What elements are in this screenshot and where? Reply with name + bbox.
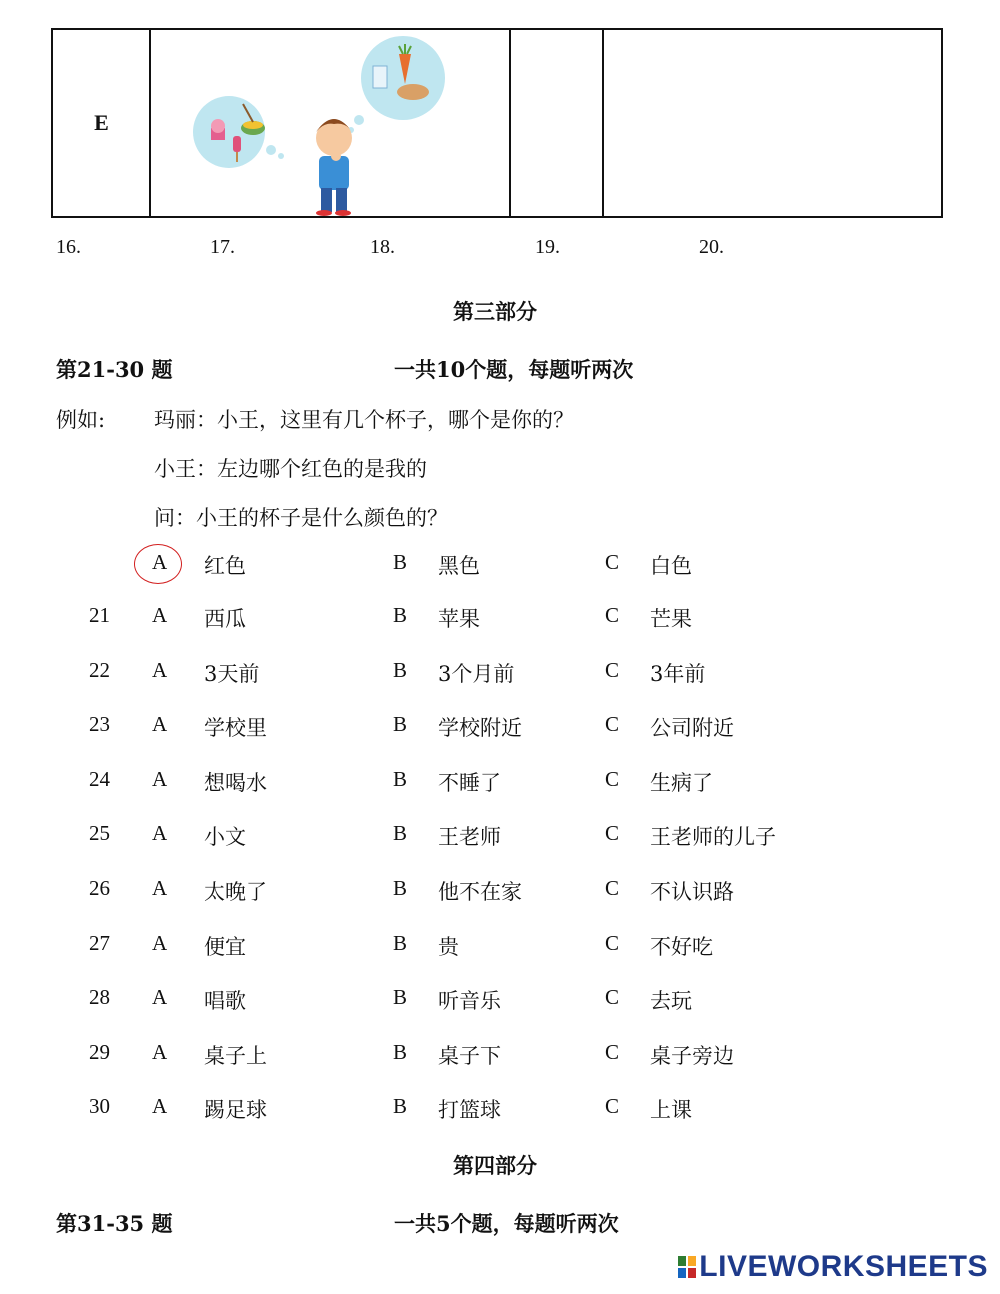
question-number: 28 [89,985,110,1009]
question-row [0,876,1000,916]
question-row [0,603,1000,643]
example-label: 例如: [56,408,106,432]
question-row [0,767,1000,807]
part3-range: 第21-30 题 [56,357,173,382]
option-letter-b[interactable]: B [393,931,408,955]
part4-instruction: 一共5个题，每题听两次 [394,1211,619,1236]
option-c-text: 不认识路 [650,880,734,904]
question-number: 27 [89,931,110,955]
table-divider [149,30,151,216]
option-letter-c[interactable]: C [605,658,620,682]
option-letter-c[interactable]: C [605,603,620,627]
option-a-text: 太晚了 [204,880,267,904]
option-a-text: 桌子上 [204,1044,267,1068]
answer-number: 19. [535,236,560,258]
option-a-text: 3天前 [204,662,260,686]
question-number: 25 [89,821,110,845]
option-letter-a[interactable]: A [152,985,168,1009]
option-letter-c[interactable]: C [605,985,620,1009]
table-divider [509,30,511,216]
option-letter[interactable]: A [152,550,168,574]
question-row [0,658,1000,698]
row-label: E [94,110,109,135]
option-c-text: 王老师的儿子 [650,825,776,849]
option-letter-c[interactable]: C [605,931,620,955]
option-letter-a[interactable]: A [152,931,168,955]
part3-instruction: 一共10个题，每题听两次 [394,357,634,382]
option-b-text: 王老师 [438,825,501,849]
logo-text: LIVEWORKSHEETS [699,1250,988,1283]
option-b-text: 学校附近 [438,716,522,740]
answer-number: 20. [699,236,724,258]
option-a-text: 小文 [204,825,246,849]
option-letter-b[interactable]: B [393,1040,408,1064]
question-number: 24 [89,767,110,791]
option-letter-b[interactable]: B [393,658,408,682]
option-letter-a[interactable]: A [152,821,168,845]
option-text: 黑色 [438,554,480,578]
option-letter-b[interactable]: B [393,985,408,1009]
question-number: 21 [89,603,110,627]
part4-range: 第31-35 题 [56,1211,173,1236]
option-letter-c[interactable]: C [605,821,620,845]
example-question: 问：小王的杯子是什么颜色的？ [154,506,448,530]
option-letter-c[interactable]: C [605,1094,620,1118]
part3-title: 第三部分 [453,299,537,324]
question-row [0,985,1000,1025]
option-letter-a[interactable]: A [152,712,168,736]
boy-thinking-about-food-illustration [173,32,453,216]
option-a-text: 便宜 [204,935,246,959]
option-letter-a[interactable]: A [152,658,168,682]
option-letter-b[interactable]: B [393,1094,408,1118]
option-letter-b[interactable]: B [393,821,408,845]
option-letter[interactable]: C [605,550,620,574]
picture-table [51,28,943,218]
option-letter-c[interactable]: C [605,767,620,791]
question-row [0,821,1000,861]
question-number: 23 [89,712,110,736]
question-number: 29 [89,1040,110,1064]
option-b-text: 贵 [438,935,459,959]
option-letter-b[interactable]: B [393,712,408,736]
option-c-text: 上课 [650,1098,692,1122]
option-a-text: 唱歌 [204,989,246,1013]
option-c-text: 芒果 [650,607,692,631]
option-letter-c[interactable]: C [605,1040,620,1064]
question-number: 30 [89,1094,110,1118]
option-a-text: 踢足球 [204,1098,267,1122]
option-c-text: 去玩 [650,989,692,1013]
liveworksheets-logo [678,1250,988,1284]
example-options-row [0,550,1000,590]
option-b-text: 不睡了 [438,771,501,795]
option-letter-c[interactable]: C [605,712,620,736]
question-row [0,1040,1000,1080]
option-text: 红色 [204,554,246,578]
option-c-text: 3年前 [650,662,706,686]
option-letter[interactable]: B [393,550,408,574]
option-letter-b[interactable]: B [393,767,408,791]
part4-title: 第四部分 [453,1153,537,1178]
answer-number: 18. [370,236,395,258]
option-c-text: 桌子旁边 [650,1044,734,1068]
option-c-text: 不好吃 [650,935,713,959]
question-number: 26 [89,876,110,900]
question-row [0,712,1000,752]
logo-mark-icon [678,1256,696,1278]
option-a-text: 想喝水 [204,771,267,795]
option-c-text: 生病了 [650,771,713,795]
option-b-text: 他不在家 [438,880,522,904]
example-dialogue-line: 玛丽：小王，这里有几个杯子，哪个是你的？ [154,408,574,432]
option-a-text: 学校里 [204,716,267,740]
option-b-text: 桌子下 [438,1044,501,1068]
option-c-text: 公司附近 [650,716,734,740]
option-letter-a[interactable]: A [152,1094,168,1118]
option-letter-a[interactable]: A [152,876,168,900]
question-row [0,1094,1000,1134]
option-letter-c[interactable]: C [605,876,620,900]
question-row [0,931,1000,971]
option-a-text: 西瓜 [204,607,246,631]
option-text: 白色 [650,554,692,578]
example-dialogue-line: 小王：左边哪个红色的是我的 [154,457,427,481]
option-letter-a[interactable]: A [152,767,168,791]
option-letter-a[interactable]: A [152,1040,168,1064]
option-b-text: 3个月前 [438,662,515,686]
option-letter-b[interactable]: B [393,603,408,627]
option-b-text: 苹果 [438,607,480,631]
option-letter-a[interactable]: A [152,603,168,627]
option-letter-b[interactable]: B [393,876,408,900]
option-b-text: 打篮球 [438,1098,501,1122]
question-number: 22 [89,658,110,682]
answer-number: 16. [56,236,81,258]
table-divider [602,30,604,216]
option-b-text: 听音乐 [438,989,501,1013]
answer-number: 17. [210,236,235,258]
